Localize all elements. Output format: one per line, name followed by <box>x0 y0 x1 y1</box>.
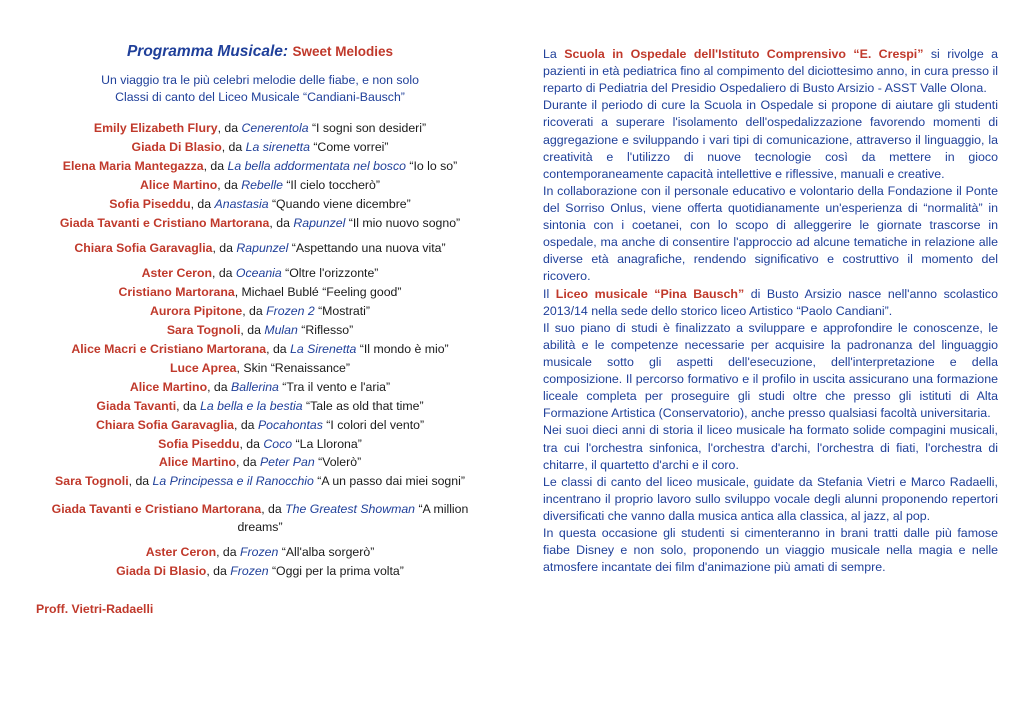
list-item <box>30 417 490 434</box>
list-item <box>30 120 490 137</box>
paragraph-singing-classes: Le classi di canto del liceo musicale, guidate da Stefania Vietri e Marco Radaelli, incentrano il proprio lavoro sullo sviluppo vocale degli alunni proponendo repertori diversificati che vanno dalla musica antica alla classica, al jazz, al pop. <box>543 474 998 523</box>
piece-connector: , da <box>240 322 265 337</box>
piece-work: The Greatest Showman <box>285 502 416 517</box>
piece-performer: Giada Di Blasio <box>116 563 207 578</box>
piece-song: “I sogni son desideri” <box>308 121 427 136</box>
piece-song: “Come vorrei” <box>309 140 389 155</box>
piece-work: La bella e la bestia <box>200 398 303 413</box>
piece-song: “A un passo dai miei sogni” <box>313 474 465 489</box>
piece-song: “Riflesso” <box>297 322 354 337</box>
signature: Proff. Vietri-Radaelli <box>36 602 154 617</box>
piece-connector: , da <box>190 197 215 212</box>
list-item <box>30 215 490 232</box>
piece-performer: Alice Martino <box>129 379 208 394</box>
piece-connector: , da <box>212 240 237 255</box>
piece-performer: Sara Tognoli <box>166 322 241 337</box>
paragraph-liceo-curriculum: Il suo piano di studi è finalizzato a sviluppare e approfondire le conoscenze, le abilità e le competenze necessarie per acquisire la padronanza del linguaggio musicale sotto gli aspetti dell'esecuzione, dell'interpretazione e della composizione. Il percorso formativo e il profilo in uscita assicurano una formazione liceale completa per proseguire gli studi oltre che presso gli istituti di Alta Formazione Artistica (Conservatorio), anche presso qualsiasi facoltà universitaria. <box>543 320 998 421</box>
list-item <box>30 158 490 175</box>
piece-work: Cenerentola <box>241 121 309 136</box>
list-item <box>30 240 490 257</box>
programme-title <box>30 42 490 62</box>
list-item <box>30 563 490 580</box>
piece-connector: , da <box>266 341 291 356</box>
piece-song: “Io lo so” <box>405 159 458 174</box>
piece-performer: Aurora Pipitone <box>149 303 243 318</box>
piece-connector: , da <box>234 417 258 432</box>
list-spacer <box>30 492 490 501</box>
piece-work: Ballerina <box>231 379 279 394</box>
liceo-name-highlight: Liceo musicale “Pina Bausch” <box>555 286 745 301</box>
piece-song: Michael Bublé “Feeling good” <box>241 284 402 299</box>
piece-work: Frozen <box>240 544 279 559</box>
piece-song: “I colori del vento” <box>322 417 425 432</box>
piece-work: Oceania <box>235 265 282 280</box>
school-name-highlight: Scuola in Ospedale dell'Istituto Comprensivo “E. Crespi” <box>564 47 924 61</box>
piece-connector: , da <box>203 159 228 174</box>
list-item <box>30 196 490 213</box>
piece-work: La Principessa e il Ranocchio <box>152 474 314 489</box>
piece-performer: Sofia Piseddu <box>158 436 240 451</box>
list-item <box>30 398 490 415</box>
paragraph-hospital-school-aims: Durante il periodo di cure la Scuola in Ospedale si propone di aiutare gli studenti ricoverati a superare l'isolamento dell'ospedalizzazione favorendo momenti di aggregazione e sviluppando i vari tipi di comunicazione, attraverso il linguaggio, la creatività e l'utilizzo di nuove tecnologie così da mettere in gioco contemporaneamente capacità intellettive e riflessive, manuali e creative. <box>543 98 998 181</box>
piece-song: “Il mio nuovo sogno” <box>345 216 461 231</box>
piece-work: Coco <box>263 436 293 451</box>
piece-connector: , <box>234 284 242 299</box>
piece-performer: Chiara Sofia Garavaglia <box>74 240 213 255</box>
piece-connector: , da <box>236 455 260 470</box>
left-column <box>30 42 490 616</box>
piece-song: “La Llorona” <box>292 436 362 451</box>
list-item <box>30 501 490 536</box>
list-item <box>30 360 490 377</box>
piece-connector: , da <box>239 436 264 451</box>
piece-song: “Mostrati” <box>314 303 371 318</box>
piece-performer: Aster Ceron <box>145 544 217 559</box>
piece-performer: Alice Macri e Cristiano Martorana <box>71 341 267 356</box>
list-item <box>30 322 490 339</box>
piece-performer: Emily Elizabeth Flury <box>93 121 218 136</box>
list-item <box>30 341 490 358</box>
list-item <box>30 284 490 301</box>
piece-work: La sirenetta <box>245 140 310 155</box>
piece-work: Frozen 2 <box>266 303 315 318</box>
piece-performer: Giada Tavanti e Cristiano Martorana <box>59 216 270 231</box>
list-item <box>30 454 490 471</box>
piece-performer: Cristiano Martorana <box>118 284 235 299</box>
list-item <box>30 139 490 156</box>
piece-song: “Il cielo toccherò” <box>282 178 380 193</box>
piece-work: Peter Pan <box>259 455 315 470</box>
right-column <box>543 46 998 576</box>
piece-connector: , da <box>242 303 267 318</box>
piece-performer: Sara Tognoli <box>55 474 129 489</box>
piece-connector: , da <box>217 121 242 136</box>
paragraph-liceo-intro <box>543 286 998 320</box>
list-item <box>30 544 490 561</box>
paragraph-4-prefix: Il <box>543 286 556 301</box>
piece-work: Mulan <box>264 322 298 337</box>
piece-song: “Oggi per la prima volta” <box>268 563 404 578</box>
piece-performer: Elena Maria Mantegazza <box>62 159 204 174</box>
programme-subtitle-line-1: Un viaggio tra le più celebri melodie delle fiabe, e non solo <box>101 72 419 87</box>
programme-piece-list <box>30 120 490 580</box>
list-item <box>30 265 490 282</box>
piece-connector: , da <box>207 379 232 394</box>
piece-connector: , da <box>261 502 286 517</box>
piece-performer: Giada Tavanti <box>96 398 177 413</box>
piece-song: “Aspettando una nuova vita” <box>288 240 446 255</box>
piece-work: Rapunzel <box>236 240 289 255</box>
piece-performer: Luce Aprea <box>170 360 237 375</box>
piece-connector: , da <box>216 544 241 559</box>
programme-subtitle <box>30 72 490 108</box>
piece-connector: , da <box>221 140 246 155</box>
piece-connector: , da <box>217 178 242 193</box>
piece-performer: Giada Di Blasio <box>131 140 222 155</box>
piece-song: “Oltre l'orizzonte” <box>281 265 379 280</box>
piece-work: Rebelle <box>241 178 283 193</box>
piece-work: Pocahontas <box>257 417 323 432</box>
paragraph-1-prefix: La <box>543 47 565 61</box>
piece-connector: , da <box>211 265 236 280</box>
piece-performer: Alice Martino <box>140 178 218 193</box>
programme-title-sub: Sweet Melodies <box>292 44 394 59</box>
paragraph-event-description: In questa occasione gli studenti si cimenteranno in brani tratti dalle più famose fiabe Disney e non solo, proponendo un viaggio musicale nella magia e nelle atmosfere incantate dei film d'animazione più amati di sempre. <box>543 526 998 575</box>
piece-song: “All'alba sorgerò” <box>278 544 375 559</box>
programme-title-main: Programma Musicale: <box>126 43 289 60</box>
programme-subtitle-line-2: Classi di canto del Liceo Musicale “Candiani-Bausch” <box>115 90 405 105</box>
piece-performer: Chiara Sofia Garavaglia <box>95 417 234 432</box>
paragraph-hospital-school-collaboration: In collaborazione con il personale educativo e volontario della Fondazione il Ponte del Sorriso Onlus, viene offerta quotidianamente un'esperienza di “normalità” in sintonia con i coetanei, con lo scopo di alleggerire le giornate trascorse in ospedale, ma anche di consentire l'approccio ad alcune tematiche in relazione alle diverse età anagrafiche, rendendo significativo e costruttivo il momento del ricovero. <box>543 183 998 284</box>
list-item <box>30 436 490 453</box>
piece-work: Anastasia <box>214 197 269 212</box>
piece-song: “Tra il vento e l'aria” <box>278 379 391 394</box>
piece-performer: Sofia Piseddu <box>109 197 191 212</box>
piece-work: Frozen <box>230 563 269 578</box>
piece-song: “Tale as old that time” <box>302 398 424 413</box>
piece-work: Rapunzel <box>293 216 346 231</box>
paragraph-liceo-ensembles: Nei suoi dieci anni di storia il liceo musicale ha formato solide compagini musicali, tra cui l'orchestra sinfonica, l'orchestra d'archi, l'orchestra di fiati, l'orchestra di chitarre, il quartetto d'archi e il coro. <box>543 423 998 472</box>
paragraph-4-suffix: di Busto Arsizio nasce nell'anno scolastico 2013/14 nella sede dello storico liceo Artistico “Paolo Candiani”. <box>543 286 999 318</box>
list-item <box>30 379 490 396</box>
piece-song: “A million dreams” <box>237 502 469 534</box>
list-item <box>30 177 490 194</box>
list-item <box>30 303 490 320</box>
piece-connector: , da <box>128 474 153 489</box>
list-item <box>30 473 490 490</box>
piece-connector: , <box>236 360 244 375</box>
piece-connector: , da <box>176 398 201 413</box>
piece-work: La Sirenetta <box>290 341 357 356</box>
piece-performer: Alice Martino <box>158 455 237 470</box>
piece-connector: , da <box>269 216 294 231</box>
paragraph-hospital-school-intro <box>543 46 998 97</box>
paragraph-1-suffix: si rivolge a pazienti in età pediatrica fino al compimento del diciottesimo anno, in cura presso il reparto di Pediatria del Presidio Ospedaliero di Busto Arsizio - ASST Valle Olona. <box>543 47 998 96</box>
piece-connector: , da <box>206 563 231 578</box>
piece-song: “Quando viene dicembre” <box>268 197 411 212</box>
piece-song: “Il mondo è mio” <box>356 341 449 356</box>
piece-song: Skin “Renaissance” <box>243 360 350 375</box>
piece-work: La bella addormentata nel bosco <box>227 159 406 174</box>
piece-performer: Giada Tavanti e Cristiano Martorana <box>51 502 262 517</box>
piece-performer: Aster Ceron <box>141 265 212 280</box>
piece-song: “Volerò” <box>314 455 362 470</box>
